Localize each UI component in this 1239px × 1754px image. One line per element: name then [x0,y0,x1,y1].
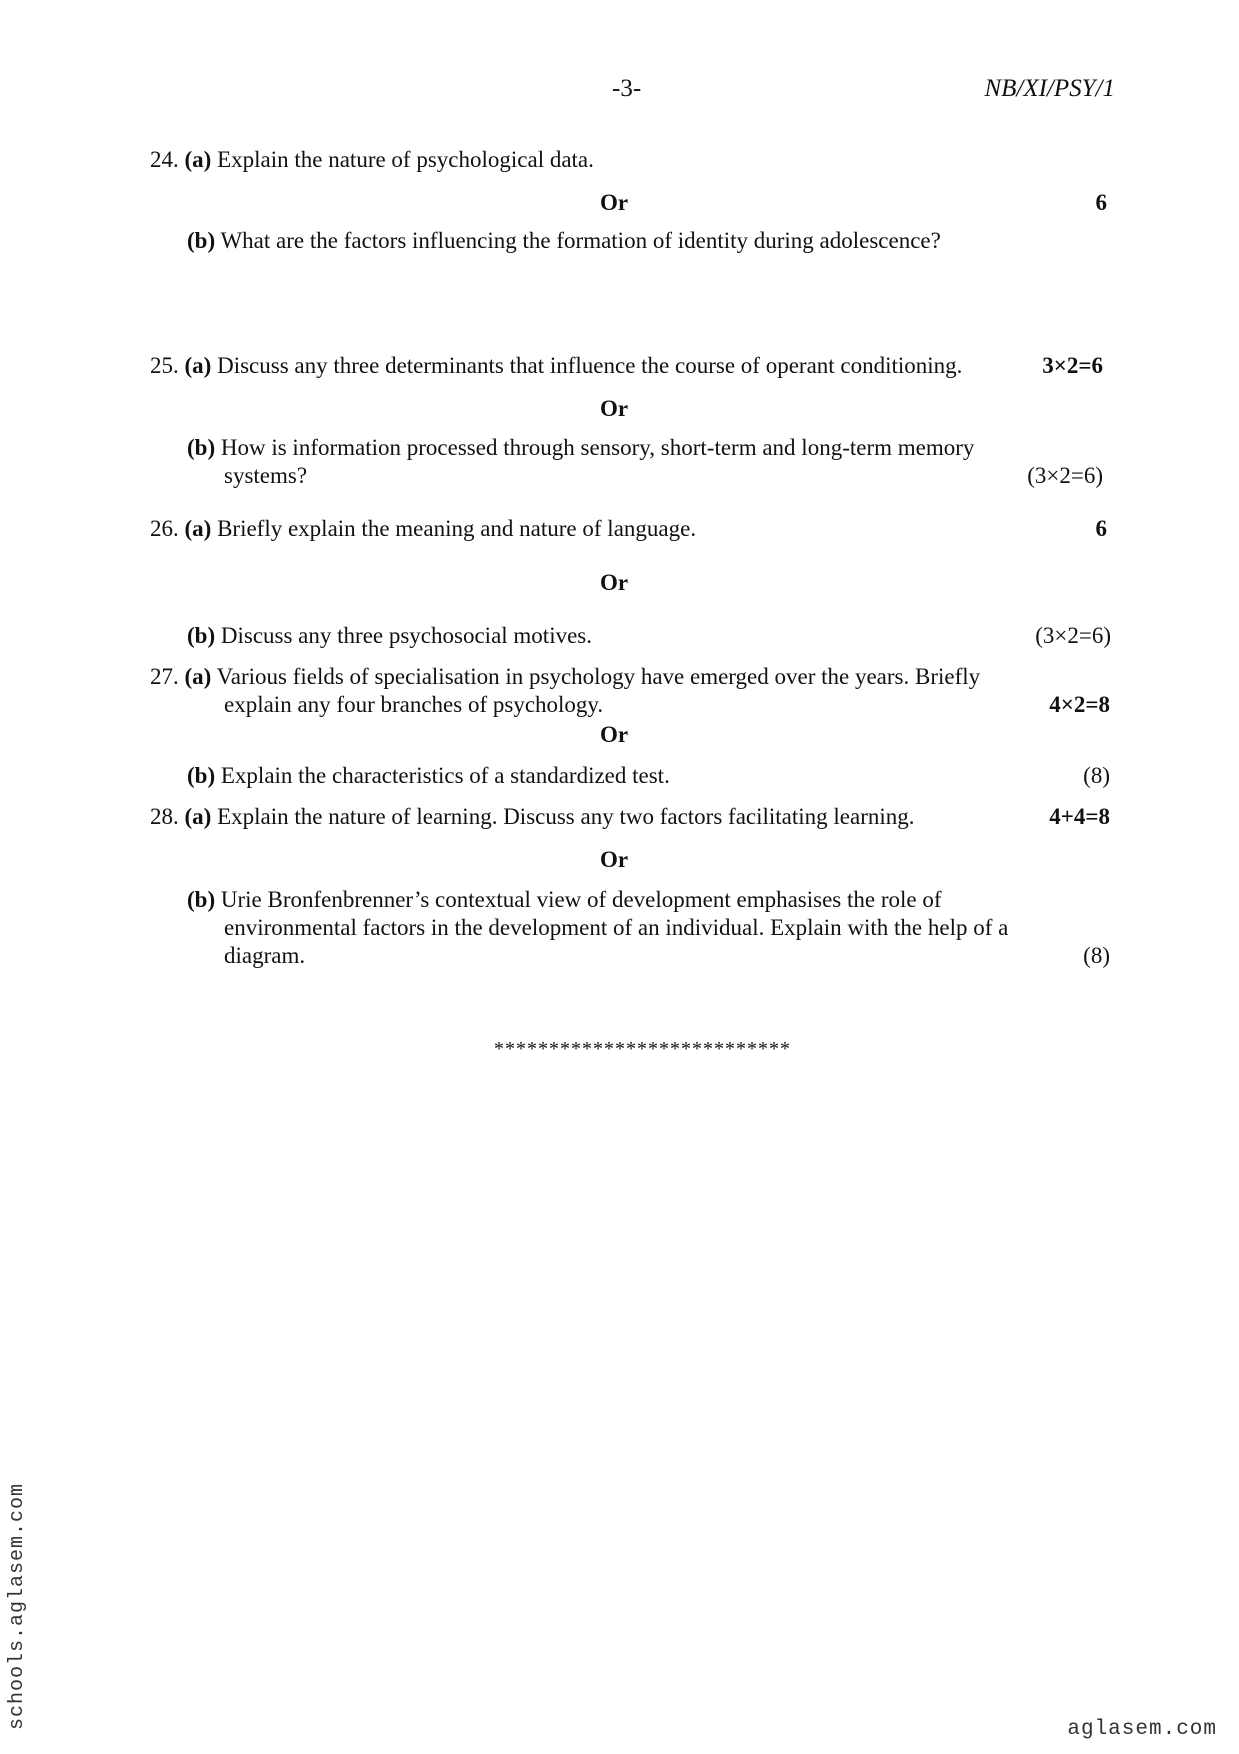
paper-code: NB/XI/PSY/1 [984,75,1115,102]
question-text: What are the factors influencing the formation of identity during adolescence? [220,228,941,253]
marks: 6 [1095,516,1107,541]
question-text-continued: diagram. [224,943,306,968]
page-number: -3- [612,75,642,102]
marks: 3×2=6 [1042,353,1103,378]
question-number: 25. [150,353,179,378]
question-text: Briefly explain the meaning and nature of language. [217,516,697,541]
question-28b [187,887,942,913]
part-label: (a) [184,353,212,378]
side-watermark: schools.aglasem.com [6,1482,29,1730]
end-of-paper-marker: *************************** [494,1038,791,1060]
part-label: (b) [187,887,216,912]
question-24a [150,147,594,173]
part-label: (b) [187,228,216,253]
question-text: Urie Bronfenbrenner’s contextual view of development emphasises the role of [220,887,942,912]
question-number: 24. [150,147,179,172]
marks: 6 [1095,190,1107,215]
or-divider: Or [600,396,629,421]
question-text: Discuss any three psychosocial motives. [220,623,592,648]
marks: (8) [1083,763,1110,788]
question-27b [187,763,670,789]
question-28a [150,804,915,830]
question-text: Discuss any three determinants that influence the course of operant conditioning. [217,353,963,378]
question-number: 26. [150,516,179,541]
marks: 4×2=8 [1049,692,1110,717]
part-label: (b) [187,435,216,460]
bottom-watermark: aglasem.com [1067,1718,1217,1741]
or-divider: Or [600,190,629,215]
question-25a [150,353,962,379]
part-label: (a) [184,516,212,541]
question-number: 27. [150,664,179,689]
question-text-continued: systems? [224,463,308,488]
question-24b [187,228,941,254]
marks: (8) [1083,943,1110,968]
or-divider: Or [600,722,629,747]
part-label: (b) [187,623,216,648]
or-divider: Or [600,847,629,872]
question-text: Explain the nature of learning. Discuss any two factors facilitating learning. [217,804,915,829]
question-26b [187,623,592,649]
part-label: (b) [187,763,216,788]
question-number: 28. [150,804,179,829]
question-text: Various fields of specialisation in psychology have emerged over the years. Briefly [216,664,981,689]
question-text: How is information processed through sensory, short-term and long-term memory [220,435,975,460]
question-text-continued: explain any four branches of psychology. [224,692,604,717]
marks: (3×2=6) [1035,623,1111,648]
question-text: Explain the characteristics of a standardized test. [220,763,670,788]
part-label: (a) [184,804,212,829]
marks: 4+4=8 [1049,804,1110,829]
question-text-continued: environmental factors in the development of an individual. Explain with the help of a [224,915,1009,940]
part-label: (a) [184,664,212,689]
question-text: Explain the nature of psychological data. [217,147,594,172]
question-26a [150,516,696,542]
part-label: (a) [184,147,212,172]
question-25b [187,435,974,461]
or-divider: Or [600,570,629,595]
marks: (3×2=6) [1027,463,1103,488]
question-27a [150,664,980,690]
